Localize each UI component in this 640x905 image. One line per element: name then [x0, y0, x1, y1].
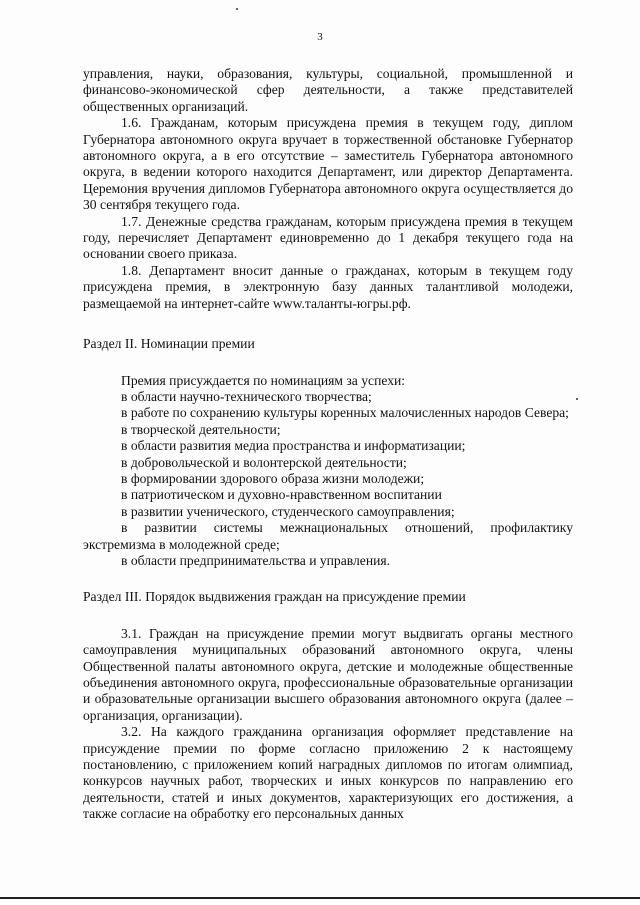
nomination-item: в патриотическом и духовно-нравственном воспитании: [121, 487, 442, 503]
section-2-intro: Премия присуждается по номинациям за успехи:: [121, 372, 406, 388]
nomination-item: в области развития медиа пространства и информатизации;: [121, 438, 466, 454]
nomination-item: в развитии системы межнациональных отношений, профилактику экстремизма в молодежной среде;: [83, 520, 573, 552]
nomination-item: в добровольческой и волонтерской деятельности;: [121, 454, 407, 470]
nomination-item: в области научно-технического творчества;: [121, 388, 372, 404]
clause-1-8: 1.8. Департамент вносит данные о гражданах, которым в текущем году присуждена премия, в электронную базу данных талантливой молодежи, размещаемой на интернет-сайте www.таланты-югры.рф.: [83, 262, 573, 311]
nomination-item: в развитии ученического, студенческого самоуправления;: [121, 503, 455, 519]
scan-speck: [576, 398, 578, 400]
section-3-heading: Раздел III. Порядок выдвижения граждан на присуждение премии: [83, 589, 466, 605]
section-2-heading: Раздел II. Номинации премии: [83, 336, 255, 352]
nomination-item: в работе по сохранению культуры коренных малочисленных народов Севера;: [121, 405, 569, 421]
scan-speck: [236, 8, 238, 10]
clause-1-7: 1.7. Денежные средства гражданам, которым присуждена премия в текущем году, перечисляет Департамент единовременно до 1 декабря текущего года на основании своего приказа.: [83, 213, 573, 262]
document-body: [83, 66, 573, 823]
nomination-item: в творческой деятельности;: [121, 421, 281, 437]
scan-bottom-edge: [0, 897, 640, 899]
paragraph-continuation: управления, науки, образования, культуры, социальной, промышленной и финансово-экономической сфер деятельности, а также представителей общественных организаций.: [83, 66, 573, 114]
nomination-item: в области предпринимательства и управления.: [121, 552, 391, 568]
page-number: 3: [317, 31, 323, 43]
clause-3-1: 3.1. Граждан на присуждение премии могут выдвигать органы местного самоуправления муниципальных образований автономного округа, члены Общественной палаты автономного округа, детские и молодежные общественные объединения автономного округа, профессиональные образовательные организации и образовательные организации высшего образования автономного округа (далее – организация, организации).: [83, 625, 573, 723]
clause-1-6: 1.6. Гражданам, которым присуждена премия в текущем году, диплом Губернатора автономного округа вручает в торжественной обстановке Губернатор автономного округа, а в его отсутствие – заместитель Губернатора автономного округа, в ведении которого находится Департамент, или директор Департамента. Церемония вручения дипломов Губернатора автономного округа осуществляется до 30 сентября текущего года.: [83, 115, 573, 213]
nomination-item: в формировании здорового образа жизни молодежи;: [121, 470, 425, 486]
clause-3-2: 3.2. На каждого гражданина организация оформляет представление на присуждение премии по форме согласно приложению 2 к настоящему постановлению, с приложением копий наградных дипломов по итогам олимпиад, конкурсов научных работ, творческих и иных конкурсов по направлению его деятельности, статей и иных документов, характеризующих его достижения, а также согласие на обработку его персональных данных: [83, 724, 573, 822]
